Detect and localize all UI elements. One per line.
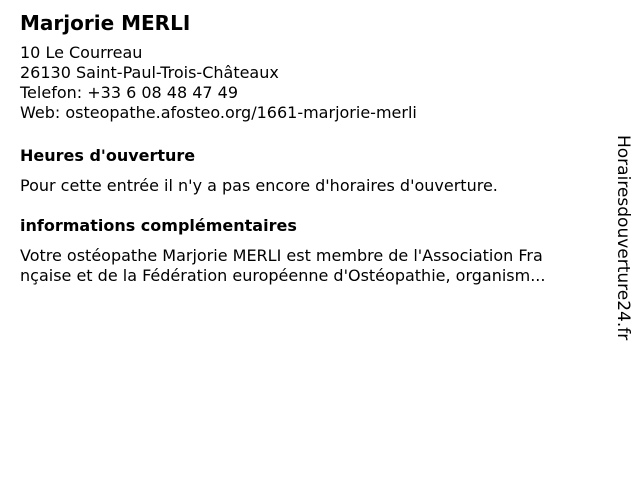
additional-info-heading: informations complémentaires bbox=[20, 216, 297, 235]
site-watermark-text: Horairesdouverture24.fr bbox=[613, 135, 633, 341]
address-city: 26130 Saint-Paul-Trois-Châteaux bbox=[20, 63, 279, 82]
business-name: Marjorie MERLI bbox=[20, 11, 191, 35]
site-watermark bbox=[612, 135, 634, 345]
additional-info-line-1: Votre ostéopathe Marjorie MERLI est membre de l'Association Fra bbox=[20, 246, 543, 265]
opening-hours-heading: Heures d'ouverture bbox=[20, 146, 196, 165]
business-entry bbox=[20, 10, 595, 286]
phone-number: Telefon: +33 6 08 48 47 49 bbox=[20, 83, 239, 102]
opening-hours-text: Pour cette entrée il n'y a pas encore d'horaires d'ouverture. bbox=[20, 176, 498, 195]
address-street: 10 Le Courreau bbox=[20, 43, 143, 62]
additional-info-text bbox=[20, 246, 595, 286]
additional-info-line-2: nçaise et de la Fédération européenne d'Ostéopathie, organism... bbox=[20, 266, 546, 285]
website: Web: osteopathe.afosteo.org/1661-marjorie-merli bbox=[20, 103, 417, 122]
